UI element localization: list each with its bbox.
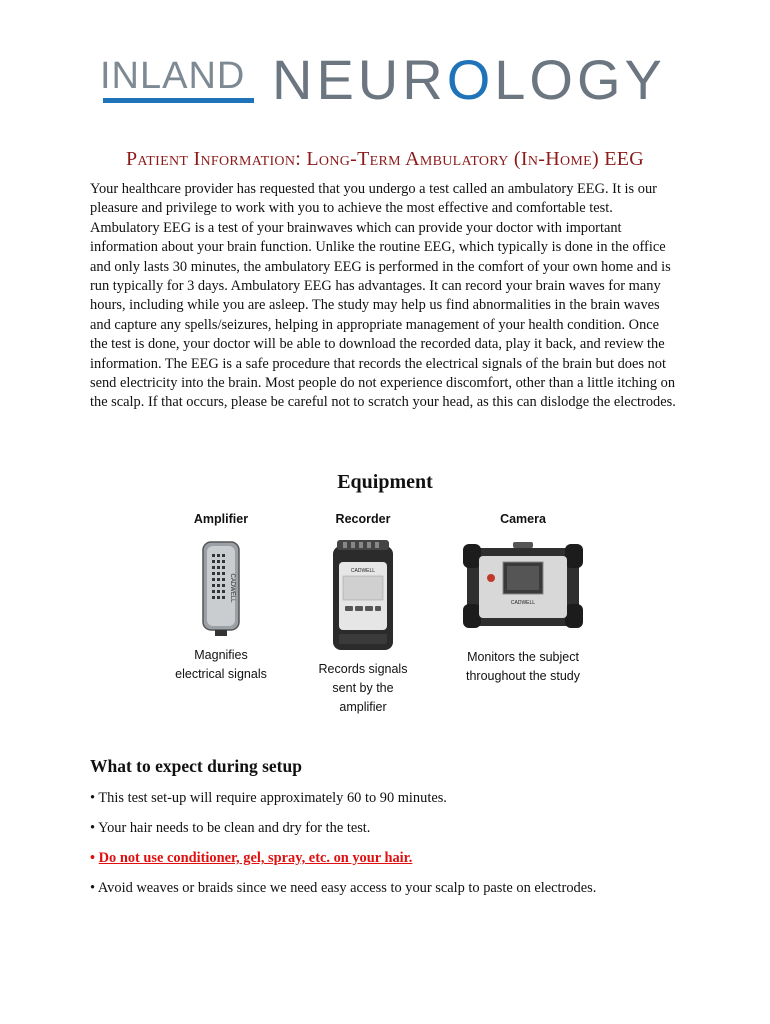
page-title: Patient Information: Long-Term Ambulatory (In-Home) EEG — [126, 148, 644, 170]
camera-brand: CADWELL — [510, 600, 536, 606]
camera-label: Camera — [500, 512, 546, 526]
list-item: • Avoid weaves or braids since we need easy access to your scalp to paste on electrodes. — [90, 880, 597, 896]
inland-neurology-logo — [100, 48, 670, 111]
recorder-image — [323, 538, 403, 656]
recorder-caption: Records signals sent by the amplifier — [318, 662, 408, 714]
camera-image — [463, 538, 583, 634]
amplifier-brand: CADWELL — [229, 573, 235, 603]
camera-caption: Monitors the subject throughout the study — [466, 650, 580, 683]
bullet-mark: • — [90, 790, 96, 806]
intro-paragraph: Your healthcare provider has requested that you undergo a test called an ambulatory EEG. It is our pleasure and privilege to work with you to achieve the most effective and comfortable test. Ambulatory EEG is a test of your brainwaves which can provide your doctor with important information about your brain function. Unlike the routine EEG, which typically is done in the office and only lasts 30 minutes, the ambulatory EEG is performed in the comfort of your own home and is run typically for 3 days. Ambulatory EEG has advantages. It can record your brain waves for many hours, including while you are asleep. The study may help us find abnormalities in the brain waves and capture any spells/seizures, helping in appropriate management of your health condition. Once the test is done, your doctor will be able to download the recorded data, play it back, and review the information. The EEG is a safe procedure that records the electrical signals of the brain but does not send electricity into the brain. Most people do not experience discomfort, other than a little itching on the scalp. If that occurs, please be careful not to scratch your head, as this can dislodge the electrodes. — [90, 181, 676, 411]
amplifier-image — [191, 538, 251, 638]
recorder-label: Recorder — [335, 512, 391, 526]
logo-inland-text: INLAND — [100, 55, 246, 97]
equipment-amplifier — [141, 512, 301, 684]
logo-neurology-text: NEUROLOGY — [272, 48, 666, 111]
bullet-mark: • — [90, 850, 96, 866]
equipment-camera — [443, 512, 603, 686]
recorder-brand: CADWELL — [350, 568, 376, 574]
setup-list — [90, 789, 690, 909]
list-item: • This test set-up will require approximately 60 to 90 minutes. — [90, 790, 447, 806]
list-item-warning: • Do not use conditioner, gel, spray, etc. on your hair. — [90, 850, 413, 866]
bullet-mark: • — [90, 880, 96, 896]
logo-underline — [103, 98, 254, 103]
list-item: • Your hair needs to be clean and dry for the test. — [90, 820, 371, 836]
logo-o-accent: O — [446, 48, 495, 111]
bullet-mark: • — [90, 820, 96, 836]
setup-heading: What to expect during setup — [90, 756, 302, 776]
amplifier-caption: Magnifies electrical signals — [175, 648, 267, 681]
equipment-heading: Equipment — [337, 471, 433, 493]
equipment-recorder — [283, 512, 443, 717]
amplifier-label: Amplifier — [193, 512, 249, 526]
